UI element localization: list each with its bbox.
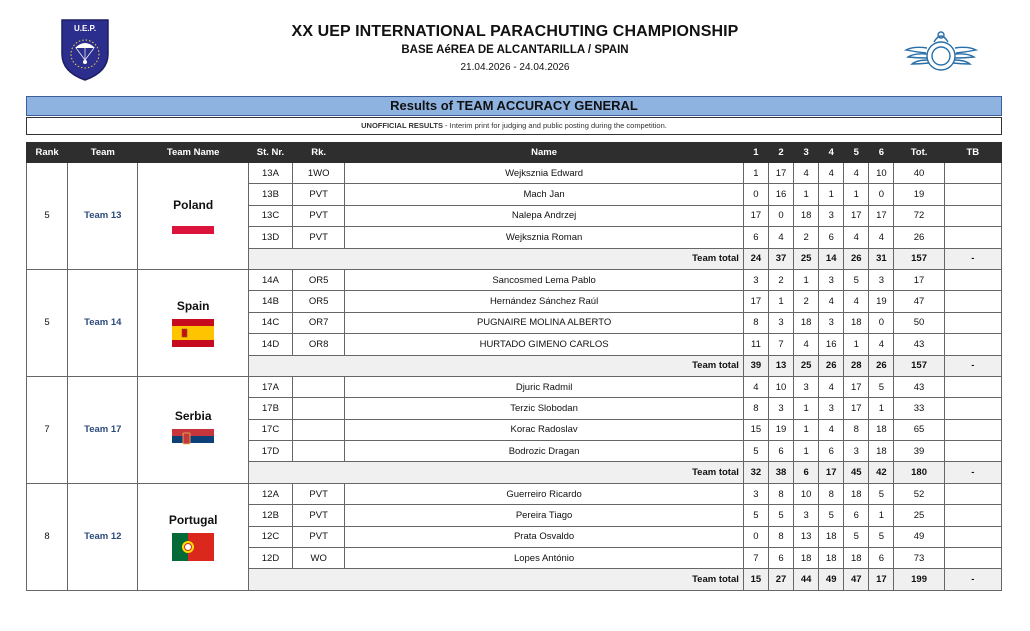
team-round-total: 44 [794,569,819,590]
round-score: 3 [743,269,768,290]
rank-cell: 5 [27,269,68,376]
team-link[interactable]: Team 14 [68,269,138,376]
round-score: 4 [819,291,844,312]
competitor-name: Sancosmed Lema Pablo [345,269,744,290]
round-score: 4 [819,419,844,440]
round-score: 8 [743,398,768,419]
competitor-total: 40 [894,163,944,184]
military-rank: 1WO [293,163,345,184]
round-score: 1 [819,184,844,205]
col-team-name: Team Name [138,143,248,163]
round-score: 18 [844,312,869,333]
tb-cell [944,291,1001,312]
round-score: 6 [768,548,793,569]
round-score: 7 [743,548,768,569]
table-row [27,376,1002,397]
team-total-label: Team total [248,569,743,590]
team-round-total: 17 [869,569,894,590]
team-round-total: 31 [869,248,894,269]
table-row [27,269,1002,290]
round-score: 2 [794,227,819,248]
round-score: 17 [743,291,768,312]
round-score: 18 [844,548,869,569]
start-number: 12C [248,526,292,547]
team-tb: - [944,355,1001,376]
start-number: 13D [248,227,292,248]
note-bold: UNOFFICIAL RESULTS [361,121,443,130]
competitor-total: 25 [894,505,944,526]
table-row [27,483,1002,504]
round-score: 5 [743,505,768,526]
round-score: 8 [844,419,869,440]
round-score: 3 [869,269,894,290]
table-row [27,163,1002,184]
competitor-name: Nalepa Andrzej [345,205,744,226]
start-number: 17C [248,419,292,440]
military-rank: OR7 [293,312,345,333]
tb-cell [944,163,1001,184]
competitor-total: 26 [894,227,944,248]
start-number: 13C [248,205,292,226]
competitor-total: 43 [894,376,944,397]
team-round-total: 26 [869,355,894,376]
round-score: 4 [794,163,819,184]
tb-cell [944,548,1001,569]
team-name-cell [138,483,248,590]
note-text: - Interim print for judging and public posting during the competition. [442,121,667,130]
team-tb: - [944,462,1001,483]
team-total-label: Team total [248,248,743,269]
military-rank: PVT [293,184,345,205]
tb-cell [944,526,1001,547]
round-score: 3 [743,483,768,504]
start-number: 14C [248,312,292,333]
country-name: Portugal [168,512,218,527]
round-score: 0 [869,312,894,333]
team-tb: - [944,248,1001,269]
competitor-total: 33 [894,398,944,419]
round-score: 17 [844,205,869,226]
round-score: 0 [869,184,894,205]
team-grand-total: 157 [894,248,944,269]
team-round-total: 28 [844,355,869,376]
competitor-name: Korac Radoslav [345,419,744,440]
competitor-name: Mach Jan [345,184,744,205]
military-rank: PVT [293,526,345,547]
round-score: 1 [743,163,768,184]
round-score: 6 [819,441,844,462]
col-rk: Rk. [293,143,345,163]
team-round-total: 49 [819,569,844,590]
team-grand-total: 180 [894,462,944,483]
round-score: 3 [819,398,844,419]
competitor-name: Hernández Sánchez Raúl [345,291,744,312]
country-flag-icon [172,434,214,445]
team-grand-total: 199 [894,569,944,590]
round-score: 0 [743,526,768,547]
tb-cell [944,505,1001,526]
start-number: 17B [248,398,292,419]
tb-cell [944,312,1001,333]
round-score: 4 [844,227,869,248]
round-score: 8 [743,312,768,333]
tb-cell [944,376,1001,397]
round-score: 5 [768,505,793,526]
competitor-name: Guerreiro Ricardo [345,483,744,504]
round-score: 7 [768,334,793,355]
start-number: 13B [248,184,292,205]
competitor-total: 65 [894,419,944,440]
country-flag-icon [172,541,214,552]
team-round-total: 45 [844,462,869,483]
start-number: 14D [248,334,292,355]
team-round-total: 17 [819,462,844,483]
team-round-total: 37 [768,248,793,269]
round-score: 17 [768,163,793,184]
competitor-name: HURTADO GIMENO CARLOS [345,334,744,355]
team-round-total: 42 [869,462,894,483]
round-score: 1 [794,419,819,440]
round-score: 18 [794,312,819,333]
team-total-label: Team total [248,462,743,483]
competitor-name: Bodrozic Dragan [345,441,744,462]
team-round-total: 25 [794,355,819,376]
competitor-name: Wejksznia Roman [345,227,744,248]
team-total-label: Team total [248,355,743,376]
round-score: 1 [844,184,869,205]
round-score: 19 [768,419,793,440]
tb-cell [944,205,1001,226]
tb-cell [944,441,1001,462]
round-score: 18 [819,548,844,569]
country-flag-icon [172,327,214,338]
round-score: 3 [794,376,819,397]
col-name: Name [345,143,744,163]
col-team: Team [68,143,138,163]
round-score: 2 [768,269,793,290]
team-round-total: 38 [768,462,793,483]
results-table [26,142,1002,591]
round-score: 8 [768,526,793,547]
round-score: 5 [743,441,768,462]
round-score: 3 [819,205,844,226]
round-score: 8 [819,483,844,504]
start-number: 14B [248,291,292,312]
country-flag-icon [172,220,214,231]
team-round-total: 15 [743,569,768,590]
start-number: 17A [248,376,292,397]
round-score: 3 [844,441,869,462]
round-score: 16 [768,184,793,205]
competitor-total: 39 [894,441,944,462]
round-score: 4 [844,163,869,184]
round-score: 5 [869,376,894,397]
round-score: 3 [768,312,793,333]
round-score: 1 [768,291,793,312]
team-round-total: 14 [819,248,844,269]
team-round-total: 39 [743,355,768,376]
team-grand-total: 157 [894,355,944,376]
round-score: 1 [794,184,819,205]
competitor-name: Terzic Slobodan [345,398,744,419]
col-round-4: 4 [819,143,844,163]
round-score: 6 [819,227,844,248]
round-score: 2 [794,291,819,312]
round-score: 1 [869,398,894,419]
round-score: 18 [844,483,869,504]
round-score: 6 [844,505,869,526]
round-score: 18 [869,419,894,440]
round-score: 4 [819,376,844,397]
event-dates: 21.04.2026 - 24.04.2026 [460,62,570,73]
round-score: 19 [869,291,894,312]
championship-title: XX UEP INTERNATIONAL PARACHUTING CHAMPIONSHIP [291,23,739,40]
round-score: 5 [869,483,894,504]
round-score: 17 [743,205,768,226]
military-rank: PVT [293,505,345,526]
round-score: 11 [743,334,768,355]
team-name-cell [138,269,248,376]
col-round-6: 6 [869,143,894,163]
start-number: 12A [248,483,292,504]
military-rank: PVT [293,205,345,226]
competitor-name: Lopes António [345,548,744,569]
col-round-2: 2 [768,143,793,163]
table-header-row [27,143,1002,163]
team-round-total: 6 [794,462,819,483]
team-tb: - [944,569,1001,590]
col-round-5: 5 [844,143,869,163]
start-number: 12D [248,548,292,569]
military-rank [293,398,345,419]
start-number: 12B [248,505,292,526]
military-rank: WO [293,548,345,569]
round-score: 0 [743,184,768,205]
round-score: 4 [844,291,869,312]
round-score: 10 [869,163,894,184]
team-round-total: 26 [844,248,869,269]
round-score: 4 [768,227,793,248]
uep-logo-text: U.E.P. [73,24,97,33]
rank-cell: 8 [27,483,68,590]
round-score: 17 [844,376,869,397]
competitor-total: 52 [894,483,944,504]
round-score: 17 [869,205,894,226]
tb-cell [944,483,1001,504]
col-rank: Rank [27,143,68,163]
col-round-1: 1 [743,143,768,163]
round-score: 4 [819,163,844,184]
venue-subtitle: BASE AéREA DE ALCANTARILLA / SPAIN [401,44,629,56]
military-rank [293,419,345,440]
round-score: 16 [819,334,844,355]
competitor-total: 47 [894,291,944,312]
round-score: 8 [768,483,793,504]
round-score: 1 [869,505,894,526]
team-round-total: 25 [794,248,819,269]
military-rank: PVT [293,483,345,504]
team-link[interactable]: Team 12 [68,483,138,590]
rank-cell: 5 [27,163,68,270]
competitor-total: 50 [894,312,944,333]
round-score: 6 [743,227,768,248]
country-name: Serbia [174,409,212,424]
competitor-total: 17 [894,269,944,290]
round-score: 17 [844,398,869,419]
round-score: 3 [794,505,819,526]
country-name: Spain [176,298,210,313]
round-score: 6 [768,441,793,462]
team-round-total: 27 [768,569,793,590]
col-total: Tot. [894,143,944,163]
round-score: 18 [794,205,819,226]
round-score: 4 [869,334,894,355]
competitor-name: PUGNAIRE MOLINA ALBERTO [345,312,744,333]
tb-cell [944,334,1001,355]
team-name-cell [138,163,248,270]
round-score: 6 [869,548,894,569]
start-number: 13A [248,163,292,184]
round-score: 5 [844,269,869,290]
military-rank [293,441,345,462]
competitor-name: Wejksznia Edward [345,163,744,184]
round-score: 4 [743,376,768,397]
round-score: 4 [794,334,819,355]
team-round-total: 47 [844,569,869,590]
start-number: 14A [248,269,292,290]
team-link[interactable]: Team 17 [68,376,138,483]
tb-cell [944,227,1001,248]
tb-cell [944,398,1001,419]
col-tb: TB [944,143,1001,163]
round-score: 1 [794,441,819,462]
competitor-name: Prata Osvaldo [345,526,744,547]
round-score: 5 [844,526,869,547]
round-score: 3 [819,312,844,333]
competitor-name: Djuric Radmil [345,376,744,397]
team-round-total: 32 [743,462,768,483]
round-score: 13 [794,526,819,547]
competitor-total: 49 [894,526,944,547]
round-score: 18 [819,526,844,547]
start-number: 17D [248,441,292,462]
round-score: 10 [768,376,793,397]
military-rank [293,376,345,397]
competitor-total: 73 [894,548,944,569]
round-score: 3 [819,269,844,290]
competitor-total: 72 [894,205,944,226]
country-name: Poland [173,197,214,212]
team-round-total: 13 [768,355,793,376]
round-score: 4 [869,227,894,248]
round-score: 5 [819,505,844,526]
round-score: 1 [844,334,869,355]
round-score: 3 [768,398,793,419]
team-round-total: 26 [819,355,844,376]
competitor-name: Pereira Tiago [345,505,744,526]
round-score: 15 [743,419,768,440]
competitor-total: 43 [894,334,944,355]
military-rank: OR8 [293,334,345,355]
unofficial-note [26,117,1002,135]
col-round-3: 3 [794,143,819,163]
col-st-nr: St. Nr. [248,143,292,163]
team-link[interactable]: Team 13 [68,163,138,270]
round-score: 5 [869,526,894,547]
round-score: 10 [794,483,819,504]
rank-cell: 7 [27,376,68,483]
round-score: 18 [794,548,819,569]
round-score: 1 [794,398,819,419]
military-rank: PVT [293,227,345,248]
competitor-total: 19 [894,184,944,205]
results-banner: Results of TEAM ACCURACY GENERAL [26,96,1002,116]
team-name-cell [138,376,248,483]
tb-cell [944,269,1001,290]
tb-cell [944,184,1001,205]
military-rank: OR5 [293,269,345,290]
tb-cell [944,419,1001,440]
round-score: 18 [869,441,894,462]
round-score: 1 [794,269,819,290]
team-round-total: 24 [743,248,768,269]
round-score: 0 [768,205,793,226]
military-rank: OR5 [293,291,345,312]
